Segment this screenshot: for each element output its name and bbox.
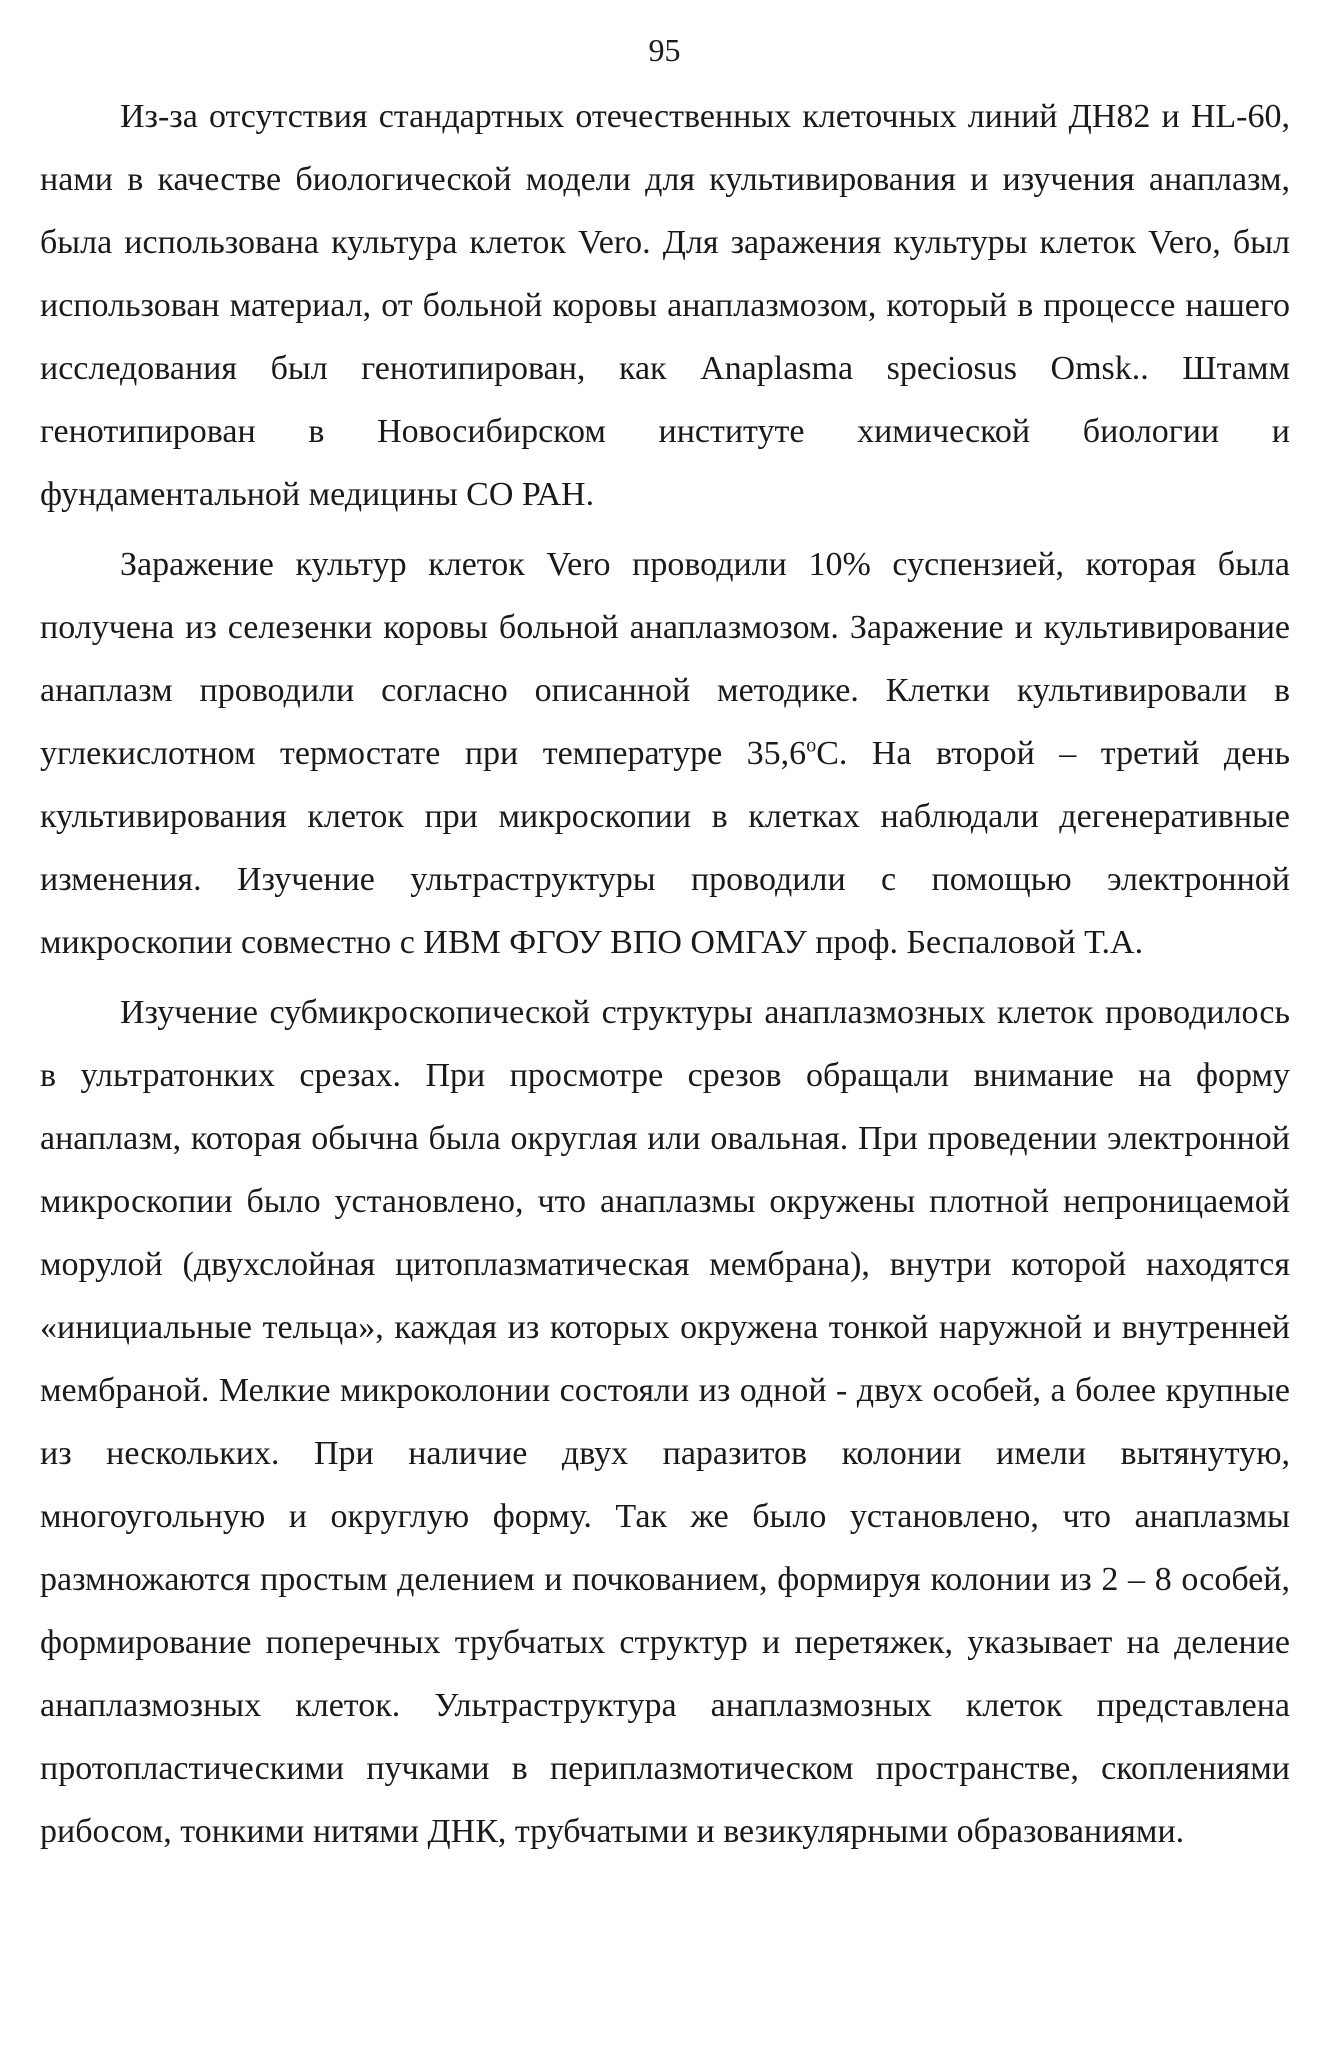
page-number: 95	[648, 32, 681, 68]
document-body	[40, 85, 1290, 1870]
paragraph-ultrastructure: Изучение субмикроскопической структуры анаплазмозных клеток проводилось в ультратонких срезах. При просмотре срезов обращали внимание на форму анаплазм, которая обычна была округлая или овальная. При проведении электронной микроскопии было установлено, что анаплазмы окружены плотной непроницаемой морулой (двухслойная цитоплазматическая мембрана), внутри которой находятся «инициальные тельца», каждая из которых окружена тонкой наружной и внутренней мембраной. Мелкие микроколонии состояли из одной - двух особей, а более крупные из нескольких. При наличие двух паразитов колонии имели вытянутую, многоугольную и округлую форму. Так же было установлено, что анаплазмы размножаются простым делением и почкованием, формируя колонии из 2 – 8 особей, формирование поперечных трубчатых структур и перетяжек, указывает на деление анаплазмозных клеток. Ультраструктура анаплазмозных клеток представлена протопластическими пучками в периплазмотическом пространстве, скоплениями рибосом, тонкими нитями ДНК, трубчатыми и везикулярными образованиями.	[40, 994, 1290, 1850]
paragraph-infection-method	[40, 533, 1290, 974]
paragraph-text-part: С. На второй – третий день культивирования клеток при микроскопии в клетках наблюдали дегенеративные изменения. Изучение ультраструктуры проводили с помощью электронной микроскопии совместно с ИВМ ФГОУ ВПО ОМГАУ проф. Беспаловой Т.А.	[40, 735, 1291, 961]
degree-superscript: o	[806, 734, 817, 757]
paragraph-text-part: Заражение культур клеток Vero проводили 10% суспензией, которая была получена из селезенки коровы больной анаплазмозом. Заражение и культивирование анаплазм проводили согласно описанной методике. Клетки культивировали в углекислотном термостате при температуре 35,6	[40, 546, 1290, 772]
paragraph-cell-culture: Из-за отсутствия стандартных отечественных клеточных линий ДН82 и HL-60, нами в качестве биологической модели для культивирования и изучения анаплазм, была использована культура клеток Vero. Для заражения культуры клеток Vero, был использован материал, от больной коровы анаплазмозом, который в процессе нашего исследования был генотипирован, как Anaplasma speciosus Omsk.. Штамм генотипирован в Новосибирском институте химической биологии и фундаментальной медицины СО РАН.	[40, 98, 1290, 513]
